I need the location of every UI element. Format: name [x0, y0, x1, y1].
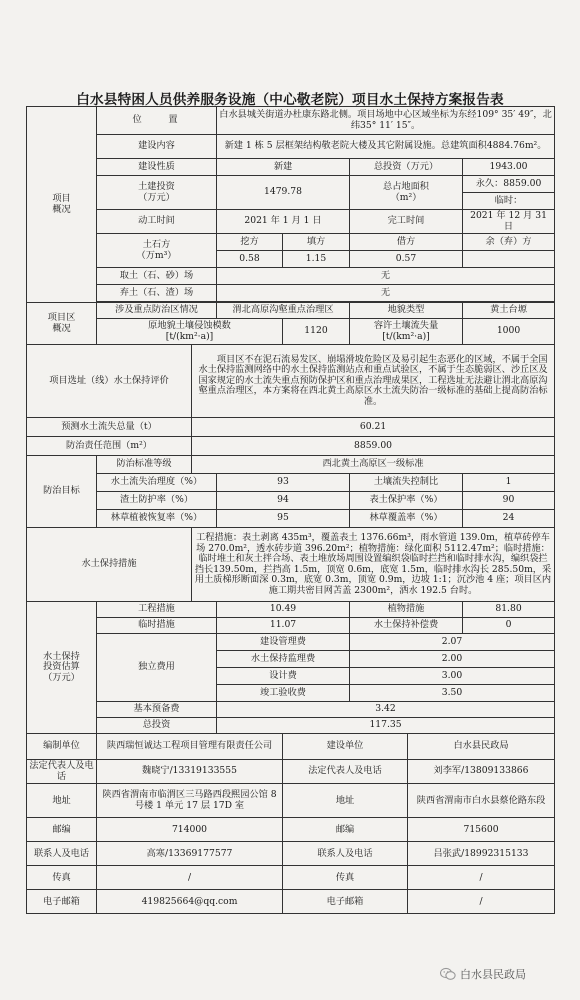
- independent-cost-label: 独立费用: [97, 634, 217, 702]
- builder-postcode-value: 715600: [408, 818, 555, 842]
- independent-item-value: 3.00: [350, 668, 555, 685]
- start-label: 动工时间: [97, 210, 217, 234]
- wechat-icon: [440, 967, 456, 981]
- predicted-loss-value: 60.21: [192, 418, 555, 437]
- builder-fax-value: /: [408, 866, 555, 890]
- location-value: 白水县城关街道办杜康东路北侧。项目场地中心区域坐标为东经109° 35′ 49″，北纬35° 11′ 15″。: [217, 107, 555, 135]
- compiler-postcode-label: 邮编: [27, 818, 97, 842]
- reserve-label: 基本预备费: [97, 702, 217, 718]
- wechat-watermark: [440, 966, 526, 982]
- location-label: 位 置: [97, 107, 217, 135]
- soil-water-conservation-form: [26, 106, 555, 914]
- predicted-loss-label: 预测水土流失总量（t）: [27, 418, 192, 437]
- total-invest-value: 1943.00: [463, 159, 555, 176]
- spoil-site-label: 弃土（石、渣）场: [97, 285, 217, 302]
- section-site-selection: 项目选址（线）水土保持评价: [27, 345, 192, 418]
- section-project-area: 项目区 概况: [27, 303, 97, 345]
- target-label: 土壤流失控制比: [350, 474, 463, 492]
- borrow-site-value: 无: [217, 268, 555, 285]
- builder-email-label: 电子邮箱: [283, 890, 408, 914]
- nature-value: 新建: [217, 159, 350, 176]
- plant-value: 81.80: [463, 602, 555, 618]
- erosion-modulus-value: 1120: [283, 319, 350, 345]
- builder-address-label: 地址: [283, 784, 408, 818]
- temporary-measures-label: 临时措施: [97, 618, 217, 634]
- compiler-rep-value: 魏晓宁/13319133555: [97, 760, 283, 784]
- land-area-label: 总占地面积 （m²）: [350, 176, 463, 210]
- responsibility-range-value: 8859.00: [192, 437, 555, 456]
- compiler-address-label: 地址: [27, 784, 97, 818]
- independent-item-value: 2.07: [350, 634, 555, 651]
- total-investment-value: 117.35: [217, 718, 555, 734]
- end-value: 2021 年 12 月 31 日: [463, 210, 555, 234]
- landform-value: 黄土台塬: [463, 303, 555, 319]
- compensation-label: 水土保持补偿费: [350, 618, 463, 634]
- target-value: 93: [217, 474, 350, 492]
- section-investment: 水土保持 投资估算 （万元）: [27, 602, 97, 734]
- end-label: 完工时间: [350, 210, 463, 234]
- builder-value: 白水县民政局: [408, 734, 555, 760]
- target-value: 94: [217, 492, 350, 510]
- content-value: 新建 1 栋 5 层框架结构敬老院大楼及其它附属设施。总建筑面积4884.76m²。: [217, 135, 555, 159]
- earth-value-fill: 1.15: [283, 251, 350, 268]
- target-label: 林草覆盖率（%）: [350, 510, 463, 528]
- compiler-contact-label: 联系人及电话: [27, 842, 97, 866]
- plant-label: 植物措施: [350, 602, 463, 618]
- temporary-area: 临时：: [463, 193, 555, 210]
- compiler-label: 编制单位: [27, 734, 97, 760]
- content-label: 建设内容: [97, 135, 217, 159]
- compiler-email-value: 419825664@qq.com: [97, 890, 283, 914]
- target-label: 水土流失治理度（%）: [97, 474, 217, 492]
- section-prevention-targets: 防治目标: [27, 456, 97, 528]
- start-value: 2021 年 1 月 1 日: [217, 210, 350, 234]
- compiler-address-value: 陕西省渭南市临渭区三马路西段熙园公馆 8 号楼 1 单元 17 层 17D 室: [97, 784, 283, 818]
- builder-contact-value: 吕张武/18992315133: [408, 842, 555, 866]
- compiler-email-label: 电子邮箱: [27, 890, 97, 914]
- builder-rep-value: 刘李军/13809133866: [408, 760, 555, 784]
- compiler-rep-label: 法定代表人及电话: [27, 760, 97, 784]
- target-label: 表土保护率（%）: [350, 492, 463, 510]
- compiler-fax-label: 传真: [27, 866, 97, 890]
- document-title: 白水县特困人员供养服务设施（中心敬老院）项目水土保持方案报告表: [76, 92, 504, 108]
- target-value: 1: [463, 474, 555, 492]
- earth-value-spoil: [463, 251, 555, 268]
- tolerance-value: 1000: [463, 319, 555, 345]
- nature-label: 建设性质: [97, 159, 217, 176]
- engineering-value: 10.49: [217, 602, 350, 618]
- builder-address-value: 陕西省渭南市白水县蔡伦路东段: [408, 784, 555, 818]
- earth-header-spoil: 余（弃）方: [463, 234, 555, 251]
- independent-item-label: 建设管理费: [217, 634, 350, 651]
- target-value: 90: [463, 492, 555, 510]
- earth-header-fill: 填方: [283, 234, 350, 251]
- section-project-overview: 项目 概况: [27, 107, 97, 303]
- earth-label: 土石方 （万m³）: [97, 234, 217, 268]
- earth-header-borrow: 借方: [350, 234, 463, 251]
- independent-item-value: 2.00: [350, 651, 555, 668]
- standard-level-value: 西北黄土高原区一级标准: [192, 456, 555, 474]
- civil-invest-value: 1479.78: [217, 176, 350, 210]
- involved-zone-label: 涉及重点防治区情况: [97, 303, 217, 319]
- independent-item-label: 水土保持监理费: [217, 651, 350, 668]
- builder-fax-label: 传真: [283, 866, 408, 890]
- compensation-value: 0: [463, 618, 555, 634]
- compiler-contact-value: 高寒/13369177577: [97, 842, 283, 866]
- spoil-site-value: 无: [217, 285, 555, 302]
- independent-item-label: 设计费: [217, 668, 350, 685]
- compiler-postcode-value: 714000: [97, 818, 283, 842]
- site-selection-text: 项目区不在泥石流易发区、崩塌滑坡危险区及易引起生态恶化的区域，不属于全国水土保持监测网络中的水土保持监测站点和重点试验区，不属于生态脆弱区、沙丘区及国家规定的水土流失重点预防保护区和重点治理成果区，工程选址无法避让渭北高原沟壑重点治理区，本方案将在西北黄土高原区水土流失防治一级标准的基础上提高防治标准。: [192, 345, 555, 418]
- builder-label: 建设单位: [283, 734, 408, 760]
- permanent-area: 永久：8859.00: [463, 176, 555, 193]
- temporary-measures-value: 11.07: [217, 618, 350, 634]
- independent-item-label: 竣工验收费: [217, 685, 350, 702]
- target-label: 林草植被恢复率（%）: [97, 510, 217, 528]
- target-label: 渣土防护率（%）: [97, 492, 217, 510]
- landform-label: 地貌类型: [350, 303, 463, 319]
- engineering-label: 工程措施: [97, 602, 217, 618]
- independent-item-value: 3.50: [350, 685, 555, 702]
- tolerance-label: 容许土壤流失量 [t/(km²·a)]: [350, 319, 463, 345]
- earth-header-cut: 挖方: [217, 234, 283, 251]
- standard-level-label: 防治标准等级: [97, 456, 192, 474]
- builder-email-value: /: [408, 890, 555, 914]
- earth-value-cut: 0.58: [217, 251, 283, 268]
- section-measures: 水土保持措施: [27, 528, 192, 602]
- measures-text: 工程措施：表土剥离 435m³，覆盖表土 1376.66m³，雨水管道 139.0m，植草砖停车场 270.0m²，透水砖步道 396.20m²；植物措施：绿化面积 5112.47m²；临时措施：临时堆土和灰土拌合场、表土堆放场周围设置编织袋临时拦挡和临时排水沟，编织袋拦挡长139.50m，拦挡高 1.5m，顶宽 0.6m，底宽 1.5m，临时排水沟长 285.50m，采用土质梯形断面深 0.3m，底宽 0.3m，顶宽 0.9m，边坡 1:1；沉沙池 4 座；项目区内施工期共密目网苫盖 2300m²，洒水 192.5 台时。: [192, 528, 555, 602]
- responsibility-range-label: 防治责任范围（m²）: [27, 437, 192, 456]
- total-invest-label: 总投资（万元）: [350, 159, 463, 176]
- civil-invest-label: 土建投资 （万元）: [97, 176, 217, 210]
- builder-postcode-label: 邮编: [283, 818, 408, 842]
- builder-contact-label: 联系人及电话: [283, 842, 408, 866]
- erosion-modulus-label: 原地貌土壤侵蚀模数 [t/(km²·a)]: [97, 319, 283, 345]
- compiler-value: 陕西瑞恒诚达工程项目管理有限责任公司: [97, 734, 283, 760]
- target-value: 24: [463, 510, 555, 528]
- reserve-value: 3.42: [217, 702, 555, 718]
- wechat-account-name: 白水县民政局: [460, 968, 526, 981]
- compiler-fax-value: /: [97, 866, 283, 890]
- borrow-site-label: 取土（石、砂）场: [97, 268, 217, 285]
- earth-value-borrow: 0.57: [350, 251, 463, 268]
- builder-rep-label: 法定代表人及电话: [283, 760, 408, 784]
- target-value: 95: [217, 510, 350, 528]
- involved-zone-value: 渭北高原沟壑重点治理区: [217, 303, 350, 319]
- total-investment-label: 总投资: [97, 718, 217, 734]
